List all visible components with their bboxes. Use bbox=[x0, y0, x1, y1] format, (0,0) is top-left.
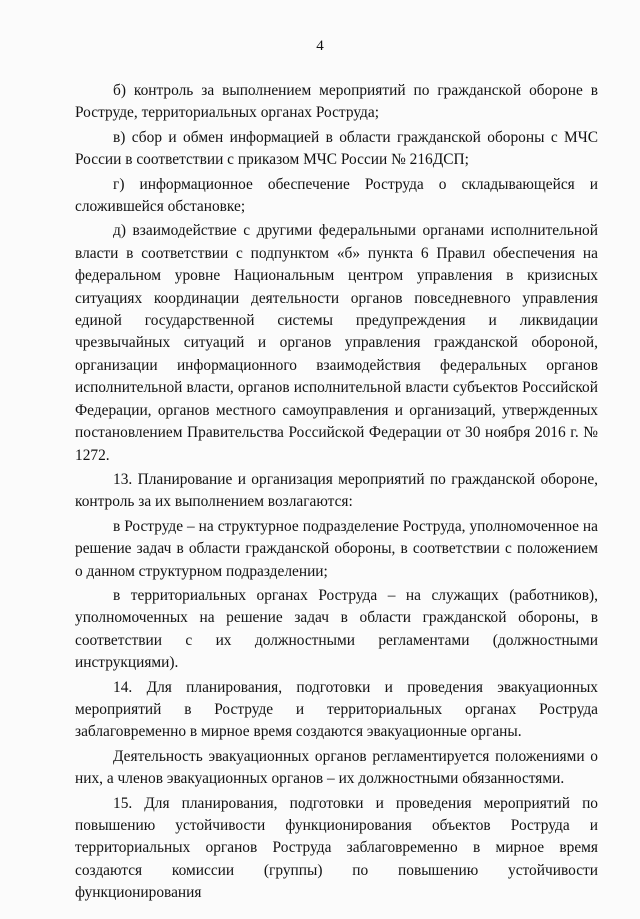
document-body bbox=[75, 80, 598, 907]
page-number: 4 bbox=[316, 38, 324, 54]
paragraph-14-activity: Деятельность эвакуационных органов регламентируется положениями о них, а членов эвакуационных органов – их должностными обязанностями. bbox=[75, 747, 598, 788]
paragraph-13: 13. Планирование и организация мероприятий по гражданской обороне, контроль за их выполнением возлагаются: bbox=[75, 470, 598, 511]
paragraph-14: 14. Для планирования, подготовки и проведения эвакуационных мероприятий в Роструде и территориальных органах Роструда заблаговременно в мирное время создаются эвакуационные органы. bbox=[75, 678, 598, 741]
paragraph-15: 15. Для планирования, подготовки и проведения мероприятий по повышению устойчивости функционирования объектов Роструда и территориальных органов Роструда заблаговременно в мирное время создаются комиссии (группы) по повышению устойчивости функционирования bbox=[75, 794, 598, 902]
paragraph-g: г) информационное обеспечение Роструда о складывающейся и сложившейся обстановке; bbox=[75, 175, 598, 216]
paragraph-13-territorial: в территориальных органах Роструда – на служащих (работников), уполномоченных на решение задач в области гражданской обороны, в соответствии с их должностными регламентами (должностными инструкциями). bbox=[75, 586, 598, 672]
paragraph-b: б) контроль за выполнением мероприятий по гражданской обороне в Роструде, территориальных органах Роструда; bbox=[75, 82, 598, 122]
paragraph-d: д) взаимодействие с другими федеральными органами исполнительной власти в соответствии с подпунктом «б» пункта 6 Правил обеспечения на федеральном уровне Национальным центром управления в кризисных ситуациях координации деятельности органов повседневного управления единой государственной системы предупреждения и ликвидации чрезвычайных ситуаций и органов управления гражданской обороной, организации информационного взаимодействия федеральных органов исполнительной власти, органов исполнительной власти субъектов Российской Федерации, органов местного самоуправления и организаций, утвержденных постановлением Правительства Российской Федерации от 30 ноября 2016 г. № 1272. bbox=[75, 222, 598, 464]
paragraph-13-rostrud: в Роструде – на структурное подразделение Роструда, уполномоченное на решение задач в области гражданской обороны, в соответствии с положением о данном структурном подразделении; bbox=[75, 517, 598, 580]
paragraph-v: в) сбор и обмен информацией в области гражданской обороны с МЧС России в соответствии с приказом МЧС России № 216ДСП; bbox=[75, 128, 598, 169]
